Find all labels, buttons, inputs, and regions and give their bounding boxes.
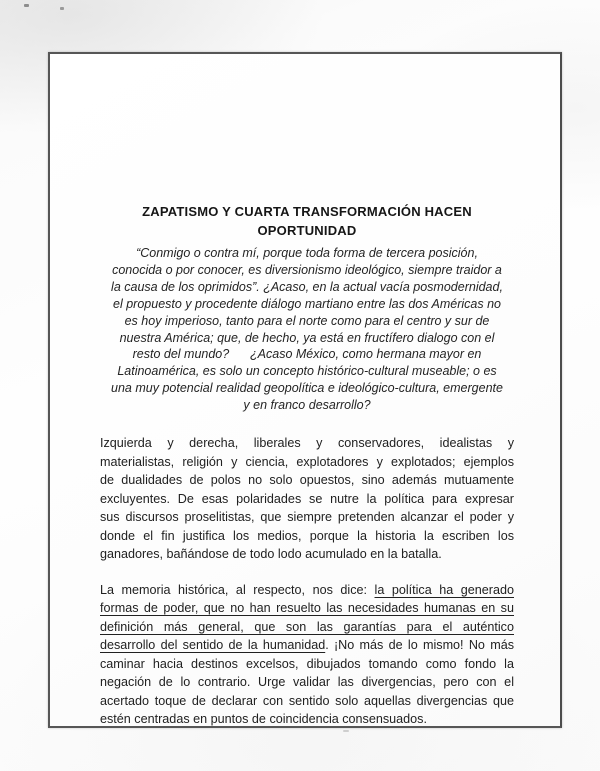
- text-line: la causa de los oprimidos”. ¿Acaso, en la actual vacía posmodernidad,: [111, 279, 503, 294]
- text-line: donde el fin justifica los medios, porque la historia la escriben los: [100, 528, 514, 543]
- text-line: [100, 599, 514, 618]
- page-content: [100, 202, 514, 729]
- paragraph-memoria-historica: [100, 581, 514, 729]
- text-line: nuestra América; que, de hecho, ya está en fructífero dialogo con el: [119, 330, 495, 345]
- text-line: una muy potencial realidad geopolítica e ideológico-cultura, emergente: [111, 381, 503, 396]
- text-line: el propuesto y procedente diálogo martiano entre las dos Américas no: [113, 296, 501, 311]
- text-line: materialistas, religión y ciencia, explotadores y explotados; ejemplos: [100, 454, 514, 469]
- text-line: [100, 673, 514, 692]
- text-segment: caminar hacia destinos excelsos, dibujados tomando como fondo la: [100, 656, 514, 671]
- text-line: conocida o por conocer, es diversionismo ideológico, siempre traidor a: [112, 262, 502, 277]
- scan-speck: [60, 7, 64, 10]
- scan-speck: [24, 4, 29, 7]
- text-line: ZAPATISMO Y CUARTA TRANSFORMACIÓN HACEN: [142, 204, 472, 219]
- text-line: Izquierda y derecha, liberales y conservadores, idealistas y: [100, 436, 514, 451]
- text-line: [100, 692, 514, 711]
- underlined-text-segment: formas de poder, que no han resuelto las necesidades humanas en su: [100, 601, 514, 616]
- paragraph-dualities: [100, 434, 514, 564]
- text-segment: . ¡No más de lo mismo! No más: [325, 638, 514, 653]
- text-line: excluyentes. De esas polaridades se nutre la política para expresar: [100, 491, 514, 506]
- text-segment: La memoria histórica, al respecto, nos dice:: [100, 582, 375, 597]
- underlined-text-segment: la política ha generado: [374, 582, 514, 597]
- page-edge-border: [48, 52, 562, 728]
- text-line: y en franco desarrollo?: [243, 398, 371, 413]
- text-line: [100, 618, 514, 637]
- text-line: es hoy imperioso, tanto para el norte como para el centro y sur de: [124, 313, 490, 328]
- underlined-text-segment: desarrollo del sentido de la humanidad: [100, 638, 326, 653]
- text-line: sus discursos proselitistas, que siempre pretenden alcanzar el poder y: [100, 510, 514, 525]
- text-line: “Conmigo o contra mí, porque toda forma de tercera posición,: [136, 246, 478, 260]
- underlined-text-segment: definición más general, que son las garantías para el auténtico: [100, 619, 514, 634]
- text-line: resto del mundo? ¿Acaso México, como hermana mayor en: [132, 347, 482, 362]
- text-line: [100, 655, 514, 674]
- text-line: de dualidades de polos no solo opuestos, sino además mutuamente: [100, 473, 514, 488]
- text-segment: negación de lo contrario. Urge validar las divergencias, pero con el: [100, 675, 514, 690]
- text-segment: acertado toque de declarar con sentido solo aquellas divergencias que: [100, 693, 514, 708]
- epigraph-quote: [100, 245, 514, 414]
- text-line: Latinoamérica, es solo un concepto histórico-cultural museable; o es: [117, 364, 497, 379]
- text-line: OPORTUNIDAD: [257, 223, 357, 238]
- document-title: [100, 202, 514, 240]
- text-line: ganadores, bañándose de todo lodo acumulado en la batalla.: [100, 547, 442, 562]
- text-segment: estén centradas en puntos de coincidencia consensuados.: [100, 712, 427, 727]
- text-line: [100, 636, 514, 655]
- text-line: [100, 710, 514, 729]
- scan-speck: [343, 730, 349, 732]
- text-line: [100, 581, 514, 600]
